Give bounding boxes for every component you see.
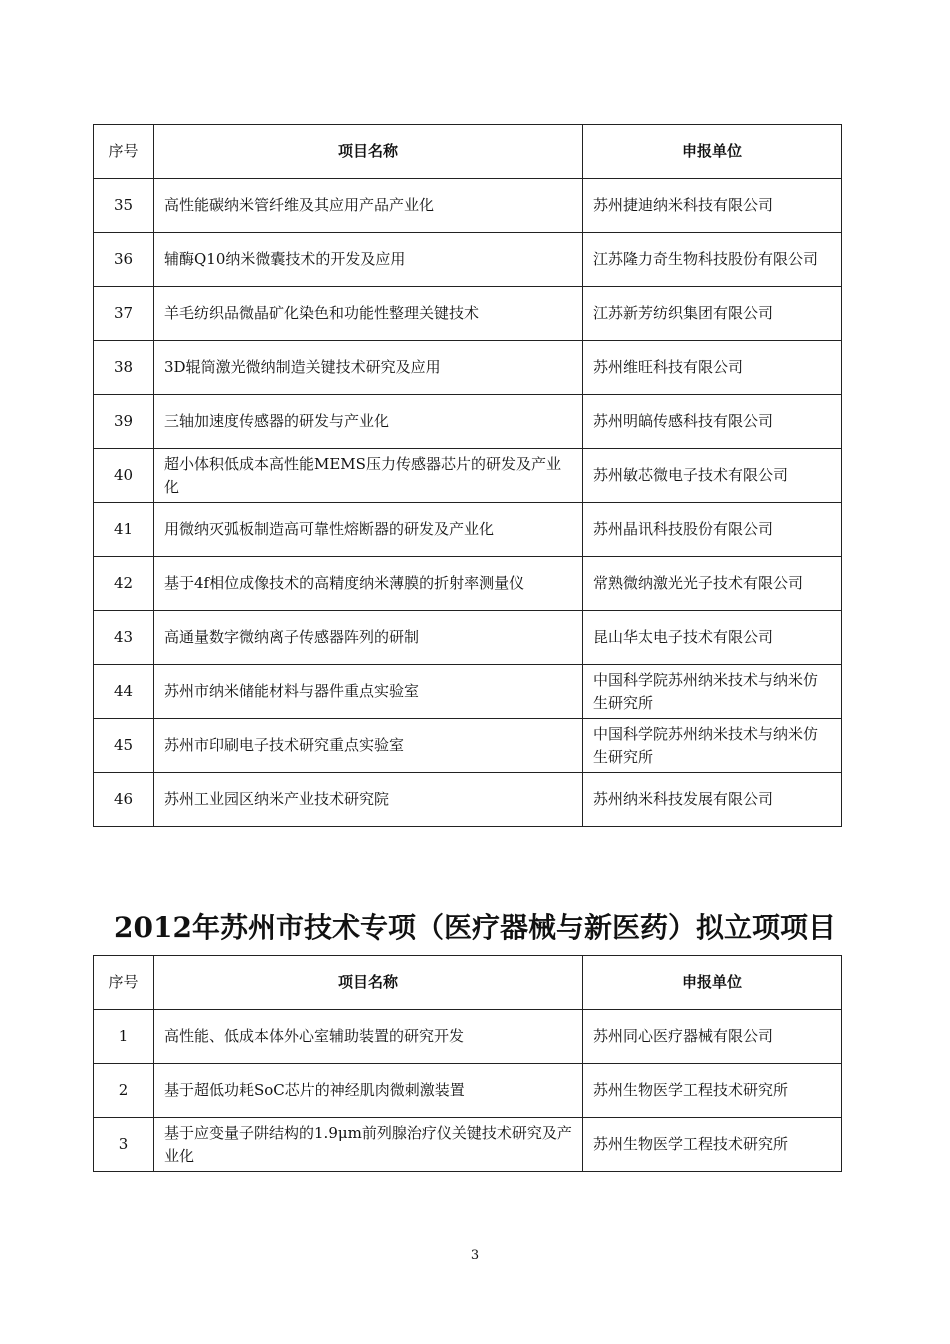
row-project-name: 三轴加速度传感器的研发与产业化 xyxy=(154,395,583,449)
row-index: 2 xyxy=(94,1064,154,1118)
table-row xyxy=(94,1010,842,1064)
header-index: 序号 xyxy=(94,125,154,179)
table-row xyxy=(94,719,842,773)
row-applicant: 苏州明皜传感科技有限公司 xyxy=(583,395,842,449)
row-index: 44 xyxy=(94,665,154,719)
row-index: 3 xyxy=(94,1118,154,1172)
table-row xyxy=(94,773,842,827)
row-project-name: 3D辊筒激光微纳制造关键技术研究及应用 xyxy=(154,341,583,395)
row-index: 38 xyxy=(94,341,154,395)
row-project-name: 高性能碳纳米管纤维及其应用产品产业化 xyxy=(154,179,583,233)
table-row xyxy=(94,233,842,287)
row-index: 35 xyxy=(94,179,154,233)
row-applicant: 苏州纳米科技发展有限公司 xyxy=(583,773,842,827)
table-header-row xyxy=(94,125,842,179)
row-project-name: 羊毛纺织品微晶矿化染色和功能性整理关键技术 xyxy=(154,287,583,341)
row-applicant: 苏州维旺科技有限公司 xyxy=(583,341,842,395)
row-index: 39 xyxy=(94,395,154,449)
table-row xyxy=(94,179,842,233)
table-header-row xyxy=(94,956,842,1010)
row-project-name: 苏州市纳米储能材料与器件重点实验室 xyxy=(154,665,583,719)
header-applicant: 申报单位 xyxy=(583,956,842,1010)
row-applicant: 苏州同心医疗器械有限公司 xyxy=(583,1010,842,1064)
row-applicant: 常熟微纳激光光子技术有限公司 xyxy=(583,557,842,611)
page-number: 3 xyxy=(470,1248,480,1263)
table-row xyxy=(94,1118,842,1172)
row-index: 42 xyxy=(94,557,154,611)
project-table-medical xyxy=(93,955,842,1172)
table-row xyxy=(94,665,842,719)
row-index: 46 xyxy=(94,773,154,827)
header-applicant: 申报单位 xyxy=(583,125,842,179)
row-index: 41 xyxy=(94,503,154,557)
table-row xyxy=(94,611,842,665)
row-applicant: 苏州晶讯科技股份有限公司 xyxy=(583,503,842,557)
row-project-name: 辅酶Q10纳米微囊技术的开发及应用 xyxy=(154,233,583,287)
table-row xyxy=(94,1064,842,1118)
row-project-name: 用微纳灭弧板制造高可靠性熔断器的研发及产业化 xyxy=(154,503,583,557)
row-applicant: 江苏隆力奇生物科技股份有限公司 xyxy=(583,233,842,287)
row-applicant: 昆山华太电子技术有限公司 xyxy=(583,611,842,665)
section-title: 2012年苏州市技术专项（医疗器械与新医药）拟立项项目 xyxy=(114,911,836,944)
table-row xyxy=(94,287,842,341)
table-row xyxy=(94,449,842,503)
row-project-name: 苏州市印刷电子技术研究重点实验室 xyxy=(154,719,583,773)
row-index: 36 xyxy=(94,233,154,287)
row-applicant: 苏州捷迪纳米科技有限公司 xyxy=(583,179,842,233)
table-row xyxy=(94,503,842,557)
row-applicant: 苏州生物医学工程技术研究所 xyxy=(583,1118,842,1172)
row-index: 43 xyxy=(94,611,154,665)
row-project-name: 苏州工业园区纳米产业技术研究院 xyxy=(154,773,583,827)
row-index: 1 xyxy=(94,1010,154,1064)
row-applicant: 江苏新芳纺织集团有限公司 xyxy=(583,287,842,341)
row-applicant: 中国科学院苏州纳米技术与纳米仿生研究所 xyxy=(583,665,842,719)
row-project-name: 基于4f相位成像技术的高精度纳米薄膜的折射率测量仪 xyxy=(154,557,583,611)
table-row xyxy=(94,557,842,611)
table-row xyxy=(94,395,842,449)
row-project-name: 基于应变量子阱结构的1.9μm前列腺治疗仪关键技术研究及产业化 xyxy=(154,1118,583,1172)
row-index: 37 xyxy=(94,287,154,341)
row-project-name: 高通量数字微纳离子传感器阵列的研制 xyxy=(154,611,583,665)
table-row xyxy=(94,341,842,395)
row-applicant: 苏州敏芯微电子技术有限公司 xyxy=(583,449,842,503)
row-project-name: 超小体积低成本高性能MEMS压力传感器芯片的研发及产业化 xyxy=(154,449,583,503)
row-index: 45 xyxy=(94,719,154,773)
header-project-name: 项目名称 xyxy=(154,956,583,1010)
row-applicant: 中国科学院苏州纳米技术与纳米仿生研究所 xyxy=(583,719,842,773)
project-table-nano xyxy=(93,124,842,827)
row-applicant: 苏州生物医学工程技术研究所 xyxy=(583,1064,842,1118)
row-project-name: 基于超低功耗SoC芯片的神经肌肉微刺激装置 xyxy=(154,1064,583,1118)
row-project-name: 高性能、低成本体外心室辅助装置的研究开发 xyxy=(154,1010,583,1064)
header-index: 序号 xyxy=(94,956,154,1010)
header-project-name: 项目名称 xyxy=(154,125,583,179)
row-index: 40 xyxy=(94,449,154,503)
